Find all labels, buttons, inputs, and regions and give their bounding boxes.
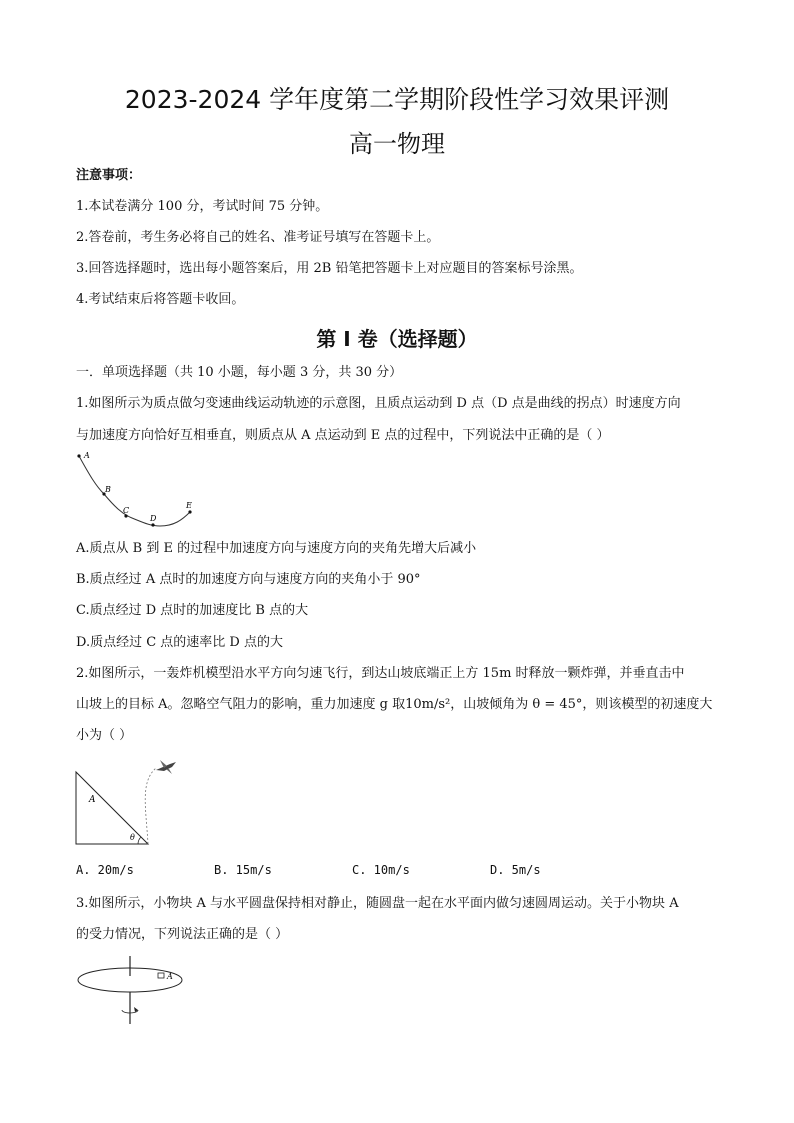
q3-stem-line2: 的受力情况，下列说法正确的是（ ） bbox=[76, 927, 289, 942]
q1-trajectory-figure bbox=[70, 448, 200, 533]
q2-option-d: D. 5m/s bbox=[490, 863, 541, 877]
q2-slope-figure bbox=[72, 758, 182, 850]
note-item-3: 3.回答选择题时，选出每小题答案后，用 2B 铅笔把答题卡上对应题目的答案标号涂黑。 bbox=[76, 261, 583, 276]
q2-stem-line1: 2.如图所示，一轰炸机模型沿水平方向匀速飞行，到达山坡底端正上方 15m 时释放一颗炸弹，并垂直击中 bbox=[76, 666, 685, 681]
q1-label-a: A bbox=[84, 451, 90, 460]
note-item-1: 1.本试卷满分 100 分，考试时间 75 分钟。 bbox=[76, 199, 329, 214]
q2-label-theta: θ bbox=[130, 833, 135, 842]
note-item-4: 4.考试结束后将答题卡收回。 bbox=[76, 292, 245, 307]
q3-stem-line1: 3.如图所示，小物块 A 与水平圆盘保持相对静止，随圆盘一起在水平面内做匀速圆周运动。关于小物块 A bbox=[76, 896, 679, 911]
q3-disc-figure bbox=[72, 954, 192, 1028]
q1-label-b: B bbox=[105, 485, 111, 494]
q1-option-d: D.质点经过 C 点的速率比 D 点的大 bbox=[76, 635, 283, 650]
q1-label-c: C bbox=[123, 506, 130, 515]
q1-stem-line1: 1.如图所示为质点做匀变速曲线运动轨迹的示意图，且质点运动到 D 点（D 点是曲线的拐点）时速度方向 bbox=[76, 396, 681, 411]
q2-option-b: B. 15m/s bbox=[214, 863, 272, 877]
q2-option-a: A. 20m/s bbox=[76, 863, 134, 877]
exam-subject: 高一物理 bbox=[349, 130, 445, 158]
q1-label-e: E bbox=[186, 501, 192, 510]
q1-label-d: D bbox=[150, 514, 157, 523]
exam-title: 2023-2024 学年度第二学期阶段性学习效果评测 bbox=[124, 85, 670, 114]
part-heading: 一．单项选择题（共 10 小题，每小题 3 分，共 30 分） bbox=[76, 365, 403, 380]
q2-option-c: C. 10m/s bbox=[352, 863, 410, 877]
q1-option-a: A.质点从 B 到 E 的过程中加速度方向与速度方向的夹角先增大后减小 bbox=[76, 541, 477, 556]
q2-stem-line3: 小为（ ） bbox=[76, 728, 133, 743]
q3-label-a: A bbox=[167, 972, 173, 981]
q2-stem-line2: 山坡上的目标 A。忽略空气阻力的影响，重力加速度 g 取10m/s²，山坡倾角为 θ = 45°，则该模型的初速度大 bbox=[76, 697, 713, 712]
note-item-2: 2.答卷前，考生务必将自己的姓名、准考证号填写在答题卡上。 bbox=[76, 230, 440, 245]
q1-option-c: C.质点经过 D 点时的加速度比 B 点的大 bbox=[76, 603, 309, 618]
bomber-plane-icon bbox=[156, 760, 176, 774]
q2-label-a: A bbox=[89, 795, 96, 805]
section-title: 第 I 卷（选择题） bbox=[316, 327, 478, 351]
q1-stem-line2: 与加速度方向恰好互相垂直，则质点从 A 点运动到 E 点的过程中，下列说法中正确的是（ ） bbox=[76, 428, 610, 443]
q1-option-b: B.质点经过 A 点时的加速度方向与速度方向的夹角小于 90° bbox=[76, 572, 421, 587]
notes-heading: 注意事项： bbox=[76, 168, 142, 183]
